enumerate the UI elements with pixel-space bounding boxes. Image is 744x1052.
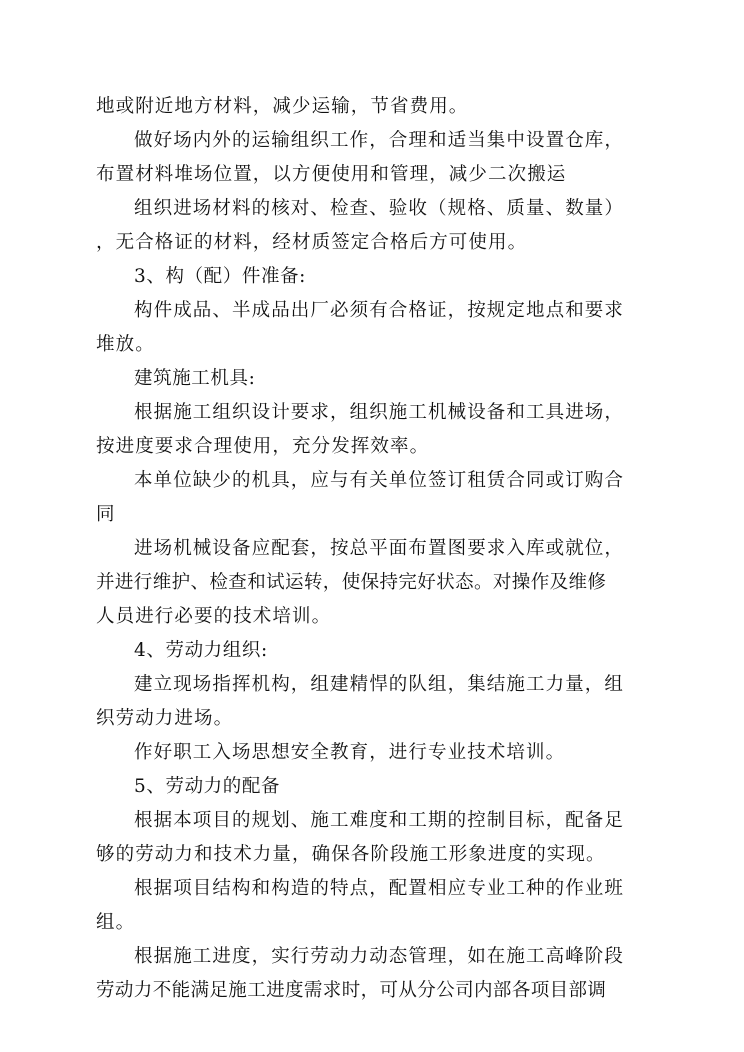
text-line: 进场机械设备应配套，按总平面布置图要求入库或就位， [134, 538, 625, 559]
text-line: 作好职工入场思想安全教育，进行专业技术培训。 [134, 742, 566, 763]
text-line: 构件成品、半成品出厂必须有合格证，按规定地点和要求 [134, 300, 625, 321]
text-line: 组织进场材料的核对、检查、验收（规格、质量、数量） [134, 198, 625, 219]
text-line: 做好场内外的运输组织工作，合理和适当集中设置仓库， [134, 130, 625, 151]
text-line: 按进度要求合理使用，充分发挥效率。 [96, 436, 430, 457]
section-heading: 5、劳动力的配备 [134, 776, 281, 797]
text-line: 人员进行必要的技术培训。 [96, 606, 332, 627]
text-line: 堆放。 [96, 334, 155, 355]
text-line: 布置材料堆场位置，以方便使用和管理，减少二次搬运 [96, 164, 567, 185]
text-line: 根据本项目的规划、施工难度和工期的控制目标，配备足 [134, 810, 625, 831]
text-line: 并进行维护、检查和试运转，使保持完好状态。对操作及维修 [96, 572, 607, 593]
section-heading: 建筑施工机具: [134, 368, 256, 389]
section-heading: 4、劳动力组织: [134, 640, 268, 661]
text-line: 组。 [96, 912, 136, 933]
text-line: 本单位缺少的机具，应与有关单位签订租赁合同或订购合 [134, 470, 625, 491]
text-line: 根据施工进度，实行劳动力动态管理，如在施工高峰阶段 [134, 946, 625, 967]
text-line: 够的劳动力和技术力量，确保各阶段施工形象进度的实现。 [96, 844, 606, 865]
text-line: 同 [96, 504, 116, 525]
section-heading: 3、构（配）件准备: [134, 266, 307, 287]
text-line: 建立现场指挥机构，组建精悍的队组，集结施工力量，组 [134, 674, 625, 695]
text-line: 地或附近地方材料，减少运输，节省费用。 [96, 96, 469, 117]
text-line: ，无合格证的材料，经材质签定合格后方可使用。 [96, 232, 528, 253]
text-line: 织劳动力进场。 [96, 708, 234, 729]
text-line: 劳动力不能满足施工进度需求时，可从分公司内部各项目部调 [96, 980, 607, 1001]
text-line: 根据施工组织设计要求，组织施工机械设备和工具进场， [134, 402, 625, 423]
text-line: 根据项目结构和构造的特点，配置相应专业工种的作业班 [134, 878, 625, 899]
